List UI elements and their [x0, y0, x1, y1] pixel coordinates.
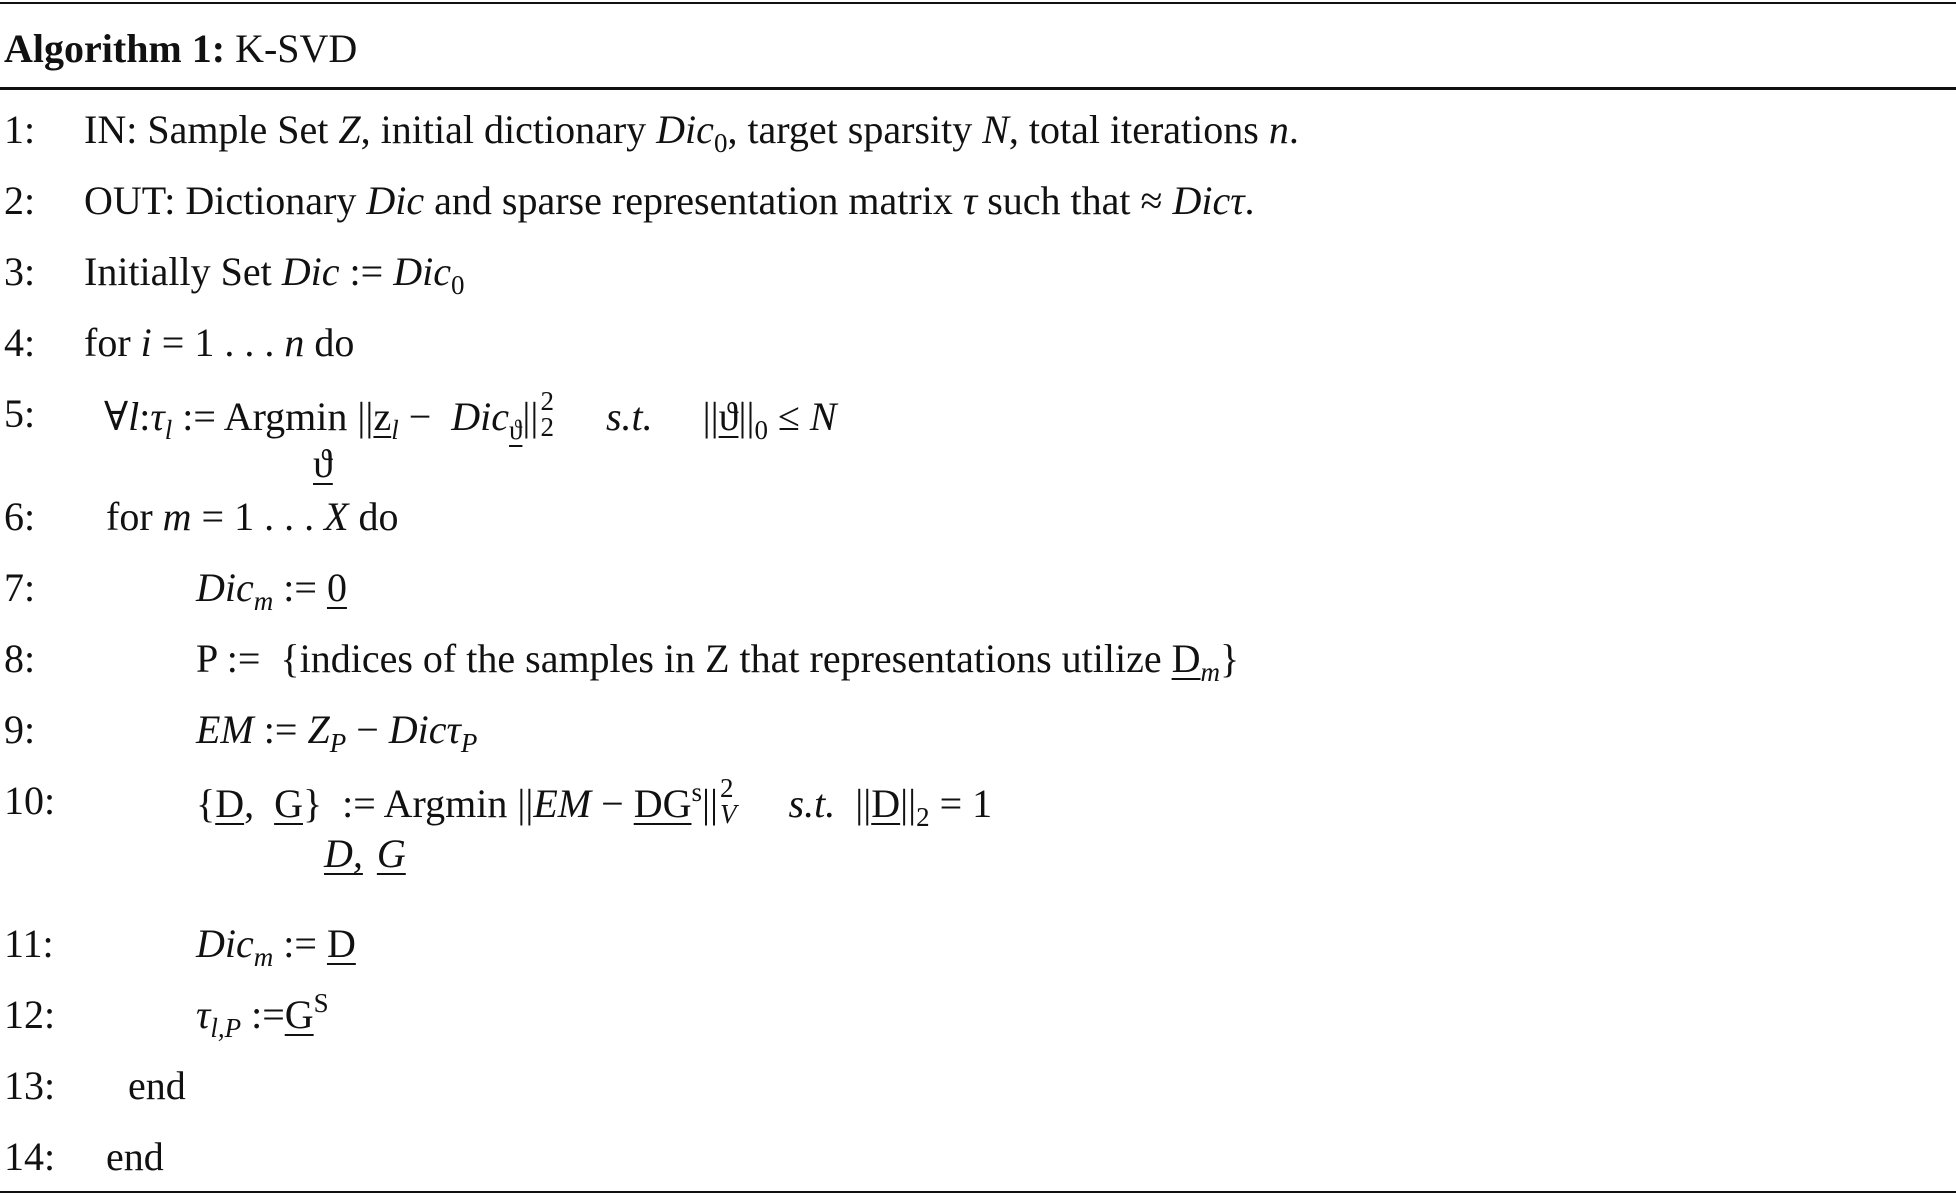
- caption-title: K-SVD: [235, 26, 358, 71]
- line-number: 11:: [4, 921, 54, 966]
- line-code: EM := $Z_P - Dic\tau_P$: [196, 707, 478, 758]
- line-number: 13:: [4, 1063, 56, 1108]
- line-number: 10:: [4, 778, 56, 823]
- line-code: end: [106, 1134, 164, 1179]
- argmin-subscript: D, G: [324, 831, 406, 876]
- line-number: 14:: [4, 1134, 56, 1179]
- line-number: 6:: [4, 494, 36, 539]
- line-number: 7:: [4, 565, 36, 610]
- line-code: OUT: Dictionary Dic and sparse representation matrix τ such that ≈ Dicτ.: [84, 178, 1255, 223]
- header-rule: [0, 87, 1956, 90]
- line-code: end: [128, 1063, 186, 1108]
- line-code: for m = 1 . . . X do: [106, 494, 399, 539]
- line-number: 4:: [4, 320, 36, 365]
- line-code: {D, G} := Argmin $||EM - DG^s||$ 2 V s.t. $||D||_2 = 1$: [196, 773, 993, 832]
- top-rule: [0, 2, 1956, 4]
- line-code: IN: Sample Set Z, initial dictionary Dic$_0$, target sparsity N, total iterations n.: [84, 107, 1299, 158]
- line-code: P := {indices of the samples in Z that representations utilize $D_m$}: [196, 636, 1240, 687]
- algorithm-caption: [4, 24, 357, 74]
- line-number: 12:: [4, 992, 56, 1037]
- line-code: Dic$_m$ := D: [196, 921, 356, 972]
- line-code: Dic$_m$ := 0: [196, 565, 347, 616]
- bottom-rule: [0, 1191, 1956, 1193]
- line-number: 3:: [4, 249, 36, 294]
- line-code: for i = 1 . . . n do: [84, 320, 355, 365]
- line-number: 1:: [4, 107, 36, 152]
- line-number: 5:: [4, 391, 36, 436]
- caption-label: Algorithm 1:: [4, 26, 226, 71]
- argmin-subscript: ϑ: [313, 441, 333, 486]
- line-code: Initially Set Dic := Dic$_0$: [84, 249, 465, 300]
- line-number: 8:: [4, 636, 36, 681]
- line-number: 9:: [4, 707, 36, 752]
- line-number: 2:: [4, 178, 36, 223]
- line-code: $\tau_{l,P}$ $:=G^S$: [196, 988, 329, 1043]
- line-code: $\forall l:\tau_l$ := Argmin $||z_l - Dic_ϑ||$ 2 2 s.t. $||ϑ||_0 \le N$: [104, 386, 837, 445]
